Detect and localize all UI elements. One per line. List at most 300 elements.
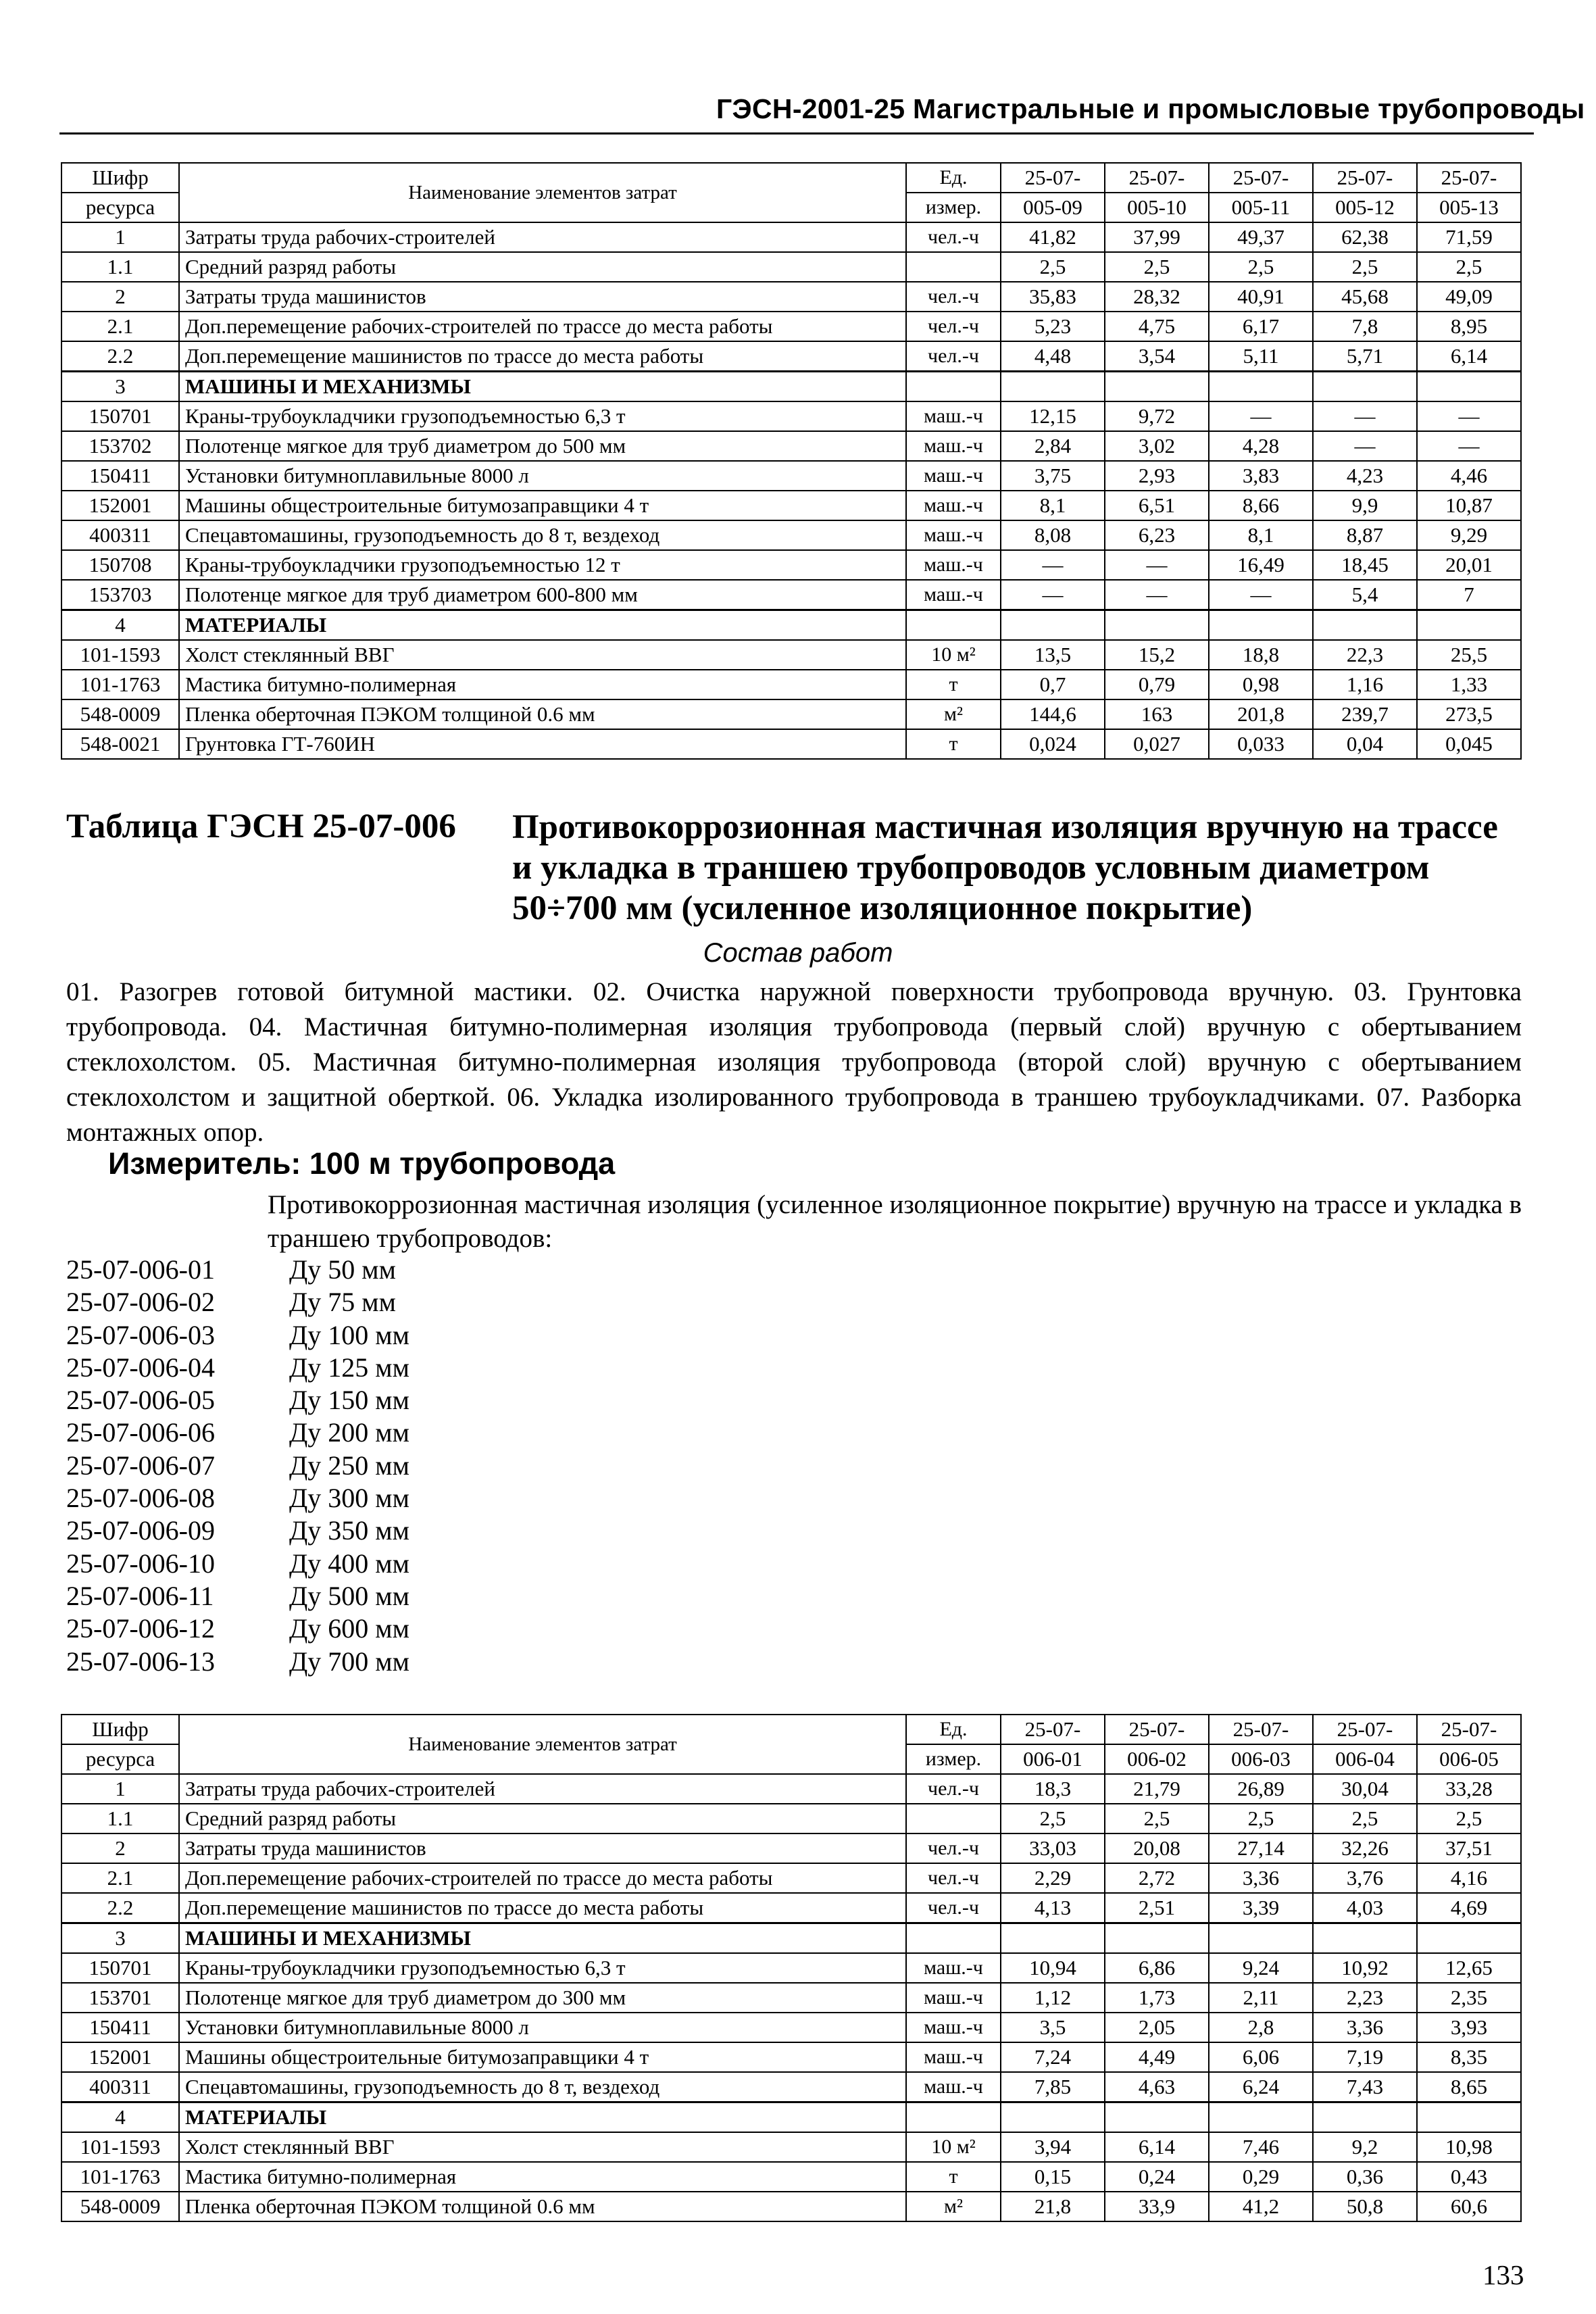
norm-code: 25-07-006-10	[66, 1548, 215, 1579]
resource-name: Машины общестроительные битумозаправщики 4 т	[179, 491, 906, 520]
resource-code: 152001	[61, 2042, 179, 2072]
norm-col-header: 25-07-	[1417, 163, 1521, 193]
resource-code: 101-1593	[61, 2132, 179, 2162]
value-cell	[1417, 372, 1521, 402]
norm-label: Ду 300 мм	[289, 1483, 409, 1514]
value-cell: 0,29	[1209, 2162, 1313, 2192]
resource-name: Установки битумноплавильные 8000 л	[179, 461, 906, 491]
resource-name: Доп.перемещение рабочих-строителей по трассе до места работы	[179, 312, 906, 341]
value-cell: 0,04	[1313, 729, 1417, 759]
unit-cell: т	[906, 2162, 1001, 2192]
norm-code: 25-07-006-13	[66, 1646, 215, 1677]
value-cell: 3,36	[1313, 2013, 1417, 2042]
value-cell: 3,94	[1001, 2132, 1105, 2162]
value-cell: 9,72	[1105, 401, 1209, 431]
resource-code: 548-0009	[61, 699, 179, 729]
table-row	[61, 1833, 1521, 1863]
norm-label: Ду 250 мм	[289, 1450, 409, 1481]
norm-label: Ду 150 мм	[289, 1385, 409, 1416]
value-cell: 6,14	[1105, 2132, 1209, 2162]
unit-cell: 10 м²	[906, 640, 1001, 670]
unit-cell: 10 м²	[906, 2132, 1001, 2162]
meter-unit: Измеритель: 100 м трубопровода	[108, 1146, 616, 1181]
value-cell: 18,45	[1313, 550, 1417, 580]
value-cell: 3,36	[1209, 1863, 1313, 1893]
table-title-text: Противокоррозионная мастичная изоляция вручную на трассе и укладка в траншею трубопроводов условным диаметром 50÷700 мм (усиленное изоляционное покрытие)	[512, 808, 1498, 927]
norm-code: 25-07-006-06	[66, 1417, 215, 1448]
value-cell: 0,024	[1001, 729, 1105, 759]
norm-col-header: 25-07-	[1313, 1715, 1417, 1744]
table-title-number: Таблица ГЭСН 25-07-006	[66, 808, 456, 845]
resource-name: Спецавтомашины, грузоподъемность до 8 т, вездеход	[179, 2072, 906, 2102]
value-cell: 71,59	[1417, 222, 1521, 252]
unit-cell: м²	[906, 699, 1001, 729]
section-title: МАТЕРИАЛЫ	[179, 610, 906, 641]
resource-code: 150701	[61, 1953, 179, 1983]
resource-code: 400311	[61, 520, 179, 550]
value-cell: 4,49	[1105, 2042, 1209, 2072]
table-row	[61, 1983, 1521, 2013]
value-cell: 6,06	[1209, 2042, 1313, 2072]
value-cell: 7,19	[1313, 2042, 1417, 2072]
value-cell: 5,23	[1001, 312, 1105, 341]
value-cell: —	[1001, 550, 1105, 580]
value-cell: 163	[1105, 699, 1209, 729]
composition-heading: Состав работ	[703, 938, 893, 968]
value-cell: 4,69	[1417, 1893, 1521, 1923]
resource-name: Краны-трубоукладчики грузоподъемностью 6,3 т	[179, 1953, 906, 1983]
norm-label: Ду 100 мм	[289, 1319, 409, 1350]
norm-item	[66, 1482, 409, 1515]
value-cell: 33,9	[1105, 2192, 1209, 2221]
section-title: МАШИНЫ И МЕХАНИЗМЫ	[179, 1923, 906, 1954]
value-cell: 0,79	[1105, 670, 1209, 699]
table-row	[61, 2132, 1521, 2162]
resource-code: 2.2	[61, 1893, 179, 1923]
norm-code: 25-07-006-11	[66, 1580, 214, 1611]
table-body	[61, 163, 1521, 759]
resource-name: Затраты труда машинистов	[179, 282, 906, 312]
table-row	[61, 520, 1521, 550]
resource-name: Затраты труда машинистов	[179, 1833, 906, 1863]
value-cell: 18,8	[1209, 640, 1313, 670]
resource-name: Спецавтомашины, грузоподъемность до 8 т, вездеход	[179, 520, 906, 550]
norm-label: Ду 200 мм	[289, 1417, 409, 1448]
value-cell: 20,01	[1417, 550, 1521, 580]
table-row	[61, 670, 1521, 699]
value-cell: 30,04	[1313, 1774, 1417, 1804]
value-cell: 3,75	[1001, 461, 1105, 491]
norm-code: 25-07-006-08	[66, 1483, 215, 1514]
norm-item	[66, 1613, 409, 1645]
resource-name: Холст стеклянный ВВГ	[179, 640, 906, 670]
value-cell: 21,79	[1105, 1774, 1209, 1804]
norm-col-header: 25-07-	[1209, 1715, 1313, 1744]
section-row	[61, 610, 1521, 641]
value-cell: 1,33	[1417, 670, 1521, 699]
works-description: 01. Разогрев готовой битумной мастики. 02. Очистка наружной поверхности трубопровода вручную. 03. Грунтовка трубопровода. 04. Мастичная битумно-полимерная изоляция трубопровода (первый слой) вручную с обертыванием стеклохолстом. 05. Мастичная битумно-полимерная изоляция трубопровода (второй слой) вручную с обертыванием стеклохолстом и защитной оберткой. 06. Укладка изолированного трубопровода в траншею трубоукладчиками. 07. Разборка монтажных опор.	[66, 977, 1522, 1147]
value-cell: 21,8	[1001, 2192, 1105, 2221]
norm-col-header: 25-07-	[1105, 1715, 1209, 1744]
value-cell: 8,1	[1001, 491, 1105, 520]
value-cell: 1,73	[1105, 1983, 1209, 2013]
norm-label: Ду 75 мм	[289, 1287, 396, 1318]
norm-code: 25-07-006-09	[66, 1515, 215, 1546]
value-cell: 2,5	[1105, 252, 1209, 282]
norms-list	[66, 1254, 409, 1678]
value-cell: 4,28	[1209, 431, 1313, 461]
table-row	[61, 2192, 1521, 2221]
unit-cell: маш.-ч	[906, 580, 1001, 610]
value-cell: 2,35	[1417, 1983, 1521, 2013]
norm-col-header: 006-01	[1001, 1744, 1105, 1774]
resource-name: Пленка оберточная ПЭКОМ толщиной 0.6 мм	[179, 2192, 906, 2221]
value-cell: 5,71	[1313, 341, 1417, 372]
norm-col-header: 005-10	[1105, 193, 1209, 222]
value-cell: 201,8	[1209, 699, 1313, 729]
resource-name: Грунтовка ГТ-760ИН	[179, 729, 906, 759]
value-cell	[1001, 610, 1105, 641]
resource-code: 152001	[61, 491, 179, 520]
value-cell: 8,66	[1209, 491, 1313, 520]
value-cell: 2,5	[1105, 1804, 1209, 1833]
unit-cell: маш.-ч	[906, 2042, 1001, 2072]
table-row	[61, 431, 1521, 461]
value-cell	[1417, 2102, 1521, 2133]
unit-cell: чел.-ч	[906, 1893, 1001, 1923]
value-cell: 12,15	[1001, 401, 1105, 431]
resource-table-006	[61, 1714, 1522, 2222]
norm-code: 25-07-006-01	[66, 1254, 215, 1285]
resource-code: 548-0021	[61, 729, 179, 759]
resource-name: Средний разряд работы	[179, 1804, 906, 1833]
resource-name: Машины общестроительные битумозаправщики 4 т	[179, 2042, 906, 2072]
norm-label: Ду 700 мм	[289, 1646, 409, 1677]
value-cell: 15,2	[1105, 640, 1209, 670]
header-row-1	[61, 1715, 1521, 1744]
unit-cell: чел.-ч	[906, 282, 1001, 312]
value-cell: 3,93	[1417, 2013, 1521, 2042]
value-cell: 144,6	[1001, 699, 1105, 729]
norm-item	[66, 1254, 409, 1286]
norm-label: Ду 125 мм	[289, 1352, 409, 1383]
value-cell: 2,72	[1105, 1863, 1209, 1893]
section-title: МАТЕРИАЛЫ	[179, 2102, 906, 2133]
resource-name: Полотенце мягкое для труб диаметром до 300 мм	[179, 1983, 906, 2013]
value-cell: 3,54	[1105, 341, 1209, 372]
value-cell: 7,43	[1313, 2072, 1417, 2102]
table-row	[61, 1893, 1521, 1923]
value-cell: 16,49	[1209, 550, 1313, 580]
value-cell: 7,46	[1209, 2132, 1313, 2162]
name-header: Наименование элементов затрат	[179, 1715, 906, 1774]
value-cell: 3,5	[1001, 2013, 1105, 2042]
section-row	[61, 372, 1521, 402]
value-cell: 4,48	[1001, 341, 1105, 372]
resource-code: 153703	[61, 580, 179, 610]
value-cell: —	[1001, 580, 1105, 610]
unit-cell: маш.-ч	[906, 2013, 1001, 2042]
value-cell: 37,51	[1417, 1833, 1521, 1863]
value-cell: 50,8	[1313, 2192, 1417, 2221]
value-cell: 4,75	[1105, 312, 1209, 341]
resource-name: Пленка оберточная ПЭКОМ толщиной 0.6 мм	[179, 699, 906, 729]
table-row	[61, 1774, 1521, 1804]
table-row	[61, 341, 1521, 372]
value-cell: 9,2	[1313, 2132, 1417, 2162]
value-cell: 6,23	[1105, 520, 1209, 550]
value-cell	[1209, 2102, 1313, 2133]
norm-item	[66, 1646, 409, 1678]
value-cell: 6,51	[1105, 491, 1209, 520]
table-row	[61, 550, 1521, 580]
unit-cell: чел.-ч	[906, 1863, 1001, 1893]
unit-header: измер.	[906, 1744, 1001, 1774]
value-cell: 28,32	[1105, 282, 1209, 312]
name-header: Наименование элементов затрат	[179, 163, 906, 222]
value-cell: 6,14	[1417, 341, 1521, 372]
resource-name: Мастика битумно-полимерная	[179, 670, 906, 699]
value-cell: 7,24	[1001, 2042, 1105, 2072]
unit-cell	[906, 252, 1001, 282]
running-head: ГЭСН-2001-25 Магистральные и промысловые трубопроводы	[716, 93, 1585, 124]
unit-cell: маш.-ч	[906, 2072, 1001, 2102]
unit-cell: маш.-ч	[906, 491, 1001, 520]
value-cell	[1313, 610, 1417, 641]
value-cell: 60,6	[1417, 2192, 1521, 2221]
value-cell: 2,05	[1105, 2013, 1209, 2042]
value-cell	[1313, 372, 1417, 402]
value-cell	[1417, 1923, 1521, 1954]
value-cell: 0,7	[1001, 670, 1105, 699]
unit-cell	[906, 610, 1001, 641]
value-cell: 37,99	[1105, 222, 1209, 252]
value-cell: 0,027	[1105, 729, 1209, 759]
value-cell	[1105, 610, 1209, 641]
norm-label: Ду 350 мм	[289, 1515, 409, 1546]
norm-code: 25-07-006-12	[66, 1613, 215, 1644]
norm-col-header: 005-11	[1209, 193, 1313, 222]
table-row	[61, 401, 1521, 431]
value-cell: 1,16	[1313, 670, 1417, 699]
norm-col-header: 005-13	[1417, 193, 1521, 222]
value-cell	[1105, 2102, 1209, 2133]
resource-code: 153702	[61, 431, 179, 461]
table-row	[61, 2042, 1521, 2072]
value-cell: 40,91	[1209, 282, 1313, 312]
value-cell: 33,28	[1417, 1774, 1521, 1804]
value-cell: 1,12	[1001, 1983, 1105, 2013]
norm-col-header: 25-07-	[1209, 163, 1313, 193]
norm-code: 25-07-006-02	[66, 1287, 215, 1318]
value-cell	[1417, 610, 1521, 641]
value-cell: 18,3	[1001, 1774, 1105, 1804]
unit-cell: чел.-ч	[906, 1774, 1001, 1804]
norm-item	[66, 1580, 409, 1613]
value-cell: 35,83	[1001, 282, 1105, 312]
value-cell: 8,65	[1417, 2072, 1521, 2102]
value-cell: 0,045	[1417, 729, 1521, 759]
section-title: МАШИНЫ И МЕХАНИЗМЫ	[179, 372, 906, 402]
value-cell: 4,13	[1001, 1893, 1105, 1923]
table-row	[61, 640, 1521, 670]
resource-code: 2.2	[61, 341, 179, 372]
unit-cell: чел.-ч	[906, 222, 1001, 252]
value-cell: 25,5	[1417, 640, 1521, 670]
norm-col-header: 006-02	[1105, 1744, 1209, 1774]
value-cell: 2,84	[1001, 431, 1105, 461]
unit-cell: м²	[906, 2192, 1001, 2221]
value-cell: 41,2	[1209, 2192, 1313, 2221]
value-cell: 33,03	[1001, 1833, 1105, 1863]
norm-col-header: 006-05	[1417, 1744, 1521, 1774]
value-cell: 9,24	[1209, 1953, 1313, 1983]
section-row	[61, 1923, 1521, 1954]
resource-name: Доп.перемещение рабочих-строителей по трассе до места работы	[179, 1863, 906, 1893]
norm-col-header: 005-09	[1001, 193, 1105, 222]
unit-cell: т	[906, 729, 1001, 759]
value-cell	[1209, 372, 1313, 402]
value-cell: 20,08	[1105, 1833, 1209, 1863]
table-row	[61, 252, 1521, 282]
value-cell: 8,08	[1001, 520, 1105, 550]
resource-name: Полотенце мягкое для труб диаметром 600-800 мм	[179, 580, 906, 610]
value-cell: —	[1417, 401, 1521, 431]
value-cell: 6,17	[1209, 312, 1313, 341]
resource-code: 400311	[61, 2072, 179, 2102]
table-row	[61, 1863, 1521, 1893]
value-cell: 2,5	[1313, 252, 1417, 282]
table-row	[61, 580, 1521, 610]
value-cell: —	[1313, 401, 1417, 431]
table-row	[61, 491, 1521, 520]
norm-code: 25-07-006-03	[66, 1319, 215, 1350]
table-row	[61, 729, 1521, 759]
value-cell: 9,29	[1417, 520, 1521, 550]
table-row	[61, 461, 1521, 491]
code-header: Шифр	[61, 163, 179, 193]
norm-item	[66, 1548, 409, 1580]
unit-cell: т	[906, 670, 1001, 699]
resource-name: Мастика битумно-полимерная	[179, 2162, 906, 2192]
norm-col-header: 006-03	[1209, 1744, 1313, 1774]
unit-cell: чел.-ч	[906, 312, 1001, 341]
norm-col-header: 25-07-	[1001, 1715, 1105, 1744]
resource-code: 101-1593	[61, 640, 179, 670]
norm-code: 25-07-006-05	[66, 1385, 215, 1416]
unit-cell: маш.-ч	[906, 1983, 1001, 2013]
value-cell: 2,11	[1209, 1983, 1313, 2013]
value-cell: 8,95	[1417, 312, 1521, 341]
resource-name: Доп.перемещение машинистов по трассе до места работы	[179, 341, 906, 372]
value-cell	[1001, 1923, 1105, 1954]
table-row	[61, 2162, 1521, 2192]
unit-cell: чел.-ч	[906, 1833, 1001, 1863]
value-cell: 27,14	[1209, 1833, 1313, 1863]
table-row	[61, 2072, 1521, 2102]
unit-cell: маш.-ч	[906, 461, 1001, 491]
resource-code: 150411	[61, 2013, 179, 2042]
value-cell: —	[1209, 401, 1313, 431]
value-cell: 6,86	[1105, 1953, 1209, 1983]
value-cell: 3,76	[1313, 1863, 1417, 1893]
value-cell: 10,98	[1417, 2132, 1521, 2162]
unit-cell: маш.-ч	[906, 431, 1001, 461]
table-row	[61, 312, 1521, 341]
value-cell: —	[1209, 580, 1313, 610]
value-cell: 2,51	[1105, 1893, 1209, 1923]
table-row	[61, 2013, 1521, 2042]
value-cell: 7,8	[1313, 312, 1417, 341]
norm-col-header: 25-07-	[1105, 163, 1209, 193]
value-cell	[1001, 2102, 1105, 2133]
resource-code: 150701	[61, 401, 179, 431]
value-cell: 8,87	[1313, 520, 1417, 550]
resource-code: 2	[61, 282, 179, 312]
resource-code: 150708	[61, 550, 179, 580]
value-cell: 0,36	[1313, 2162, 1417, 2192]
value-cell: 4,46	[1417, 461, 1521, 491]
resource-code: 101-1763	[61, 2162, 179, 2192]
value-cell: 2,23	[1313, 1983, 1417, 2013]
unit-header: Ед.	[906, 163, 1001, 193]
table-body	[61, 1715, 1521, 2221]
value-cell: 49,09	[1417, 282, 1521, 312]
unit-cell: чел.-ч	[906, 341, 1001, 372]
value-cell: 3,83	[1209, 461, 1313, 491]
value-cell	[1001, 372, 1105, 402]
resource-name: Установки битумноплавильные 8000 л	[179, 2013, 906, 2042]
norm-item	[66, 1450, 409, 1482]
resource-code: 1.1	[61, 1804, 179, 1833]
norm-label: Ду 500 мм	[289, 1580, 409, 1611]
value-cell: 9,9	[1313, 491, 1417, 520]
value-cell: 2,5	[1209, 1804, 1313, 1833]
unit-cell: маш.-ч	[906, 401, 1001, 431]
value-cell: 2,5	[1209, 252, 1313, 282]
resource-code: 150411	[61, 461, 179, 491]
value-cell: 7	[1417, 580, 1521, 610]
norm-label: Ду 50 мм	[289, 1254, 396, 1285]
value-cell: 2,5	[1313, 1804, 1417, 1833]
resource-name: Доп.перемещение машинистов по трассе до места работы	[179, 1893, 906, 1923]
resource-code: 3	[61, 372, 179, 402]
value-cell: 3,02	[1105, 431, 1209, 461]
norm-item	[66, 1286, 409, 1319]
value-cell: 4,16	[1417, 1863, 1521, 1893]
resource-name: Краны-трубоукладчики грузоподъемностью 6,3 т	[179, 401, 906, 431]
value-cell: 10,92	[1313, 1953, 1417, 1983]
value-cell: 3,39	[1209, 1893, 1313, 1923]
value-cell: 273,5	[1417, 699, 1521, 729]
code-header: ресурса	[61, 193, 179, 222]
unit-cell	[906, 1804, 1001, 1833]
resource-name: Холст стеклянный ВВГ	[179, 2132, 906, 2162]
resource-name: Средний разряд работы	[179, 252, 906, 282]
unit-cell: маш.-ч	[906, 1953, 1001, 1983]
value-cell: 0,24	[1105, 2162, 1209, 2192]
value-cell: 0,033	[1209, 729, 1313, 759]
norm-item	[66, 1417, 409, 1449]
resource-code: 4	[61, 2102, 179, 2133]
norm-item	[66, 1352, 409, 1384]
code-header: Шифр	[61, 1715, 179, 1744]
resource-code: 548-0009	[61, 2192, 179, 2221]
value-cell: 4,23	[1313, 461, 1417, 491]
value-cell: 2,93	[1105, 461, 1209, 491]
norms-intro: Противокоррозионная мастичная изоляция (усиленное изоляционное покрытие) вручную на трассе и укладка в траншею трубопроводов:	[268, 1190, 1522, 1253]
page-number: 133	[1482, 2259, 1524, 2290]
